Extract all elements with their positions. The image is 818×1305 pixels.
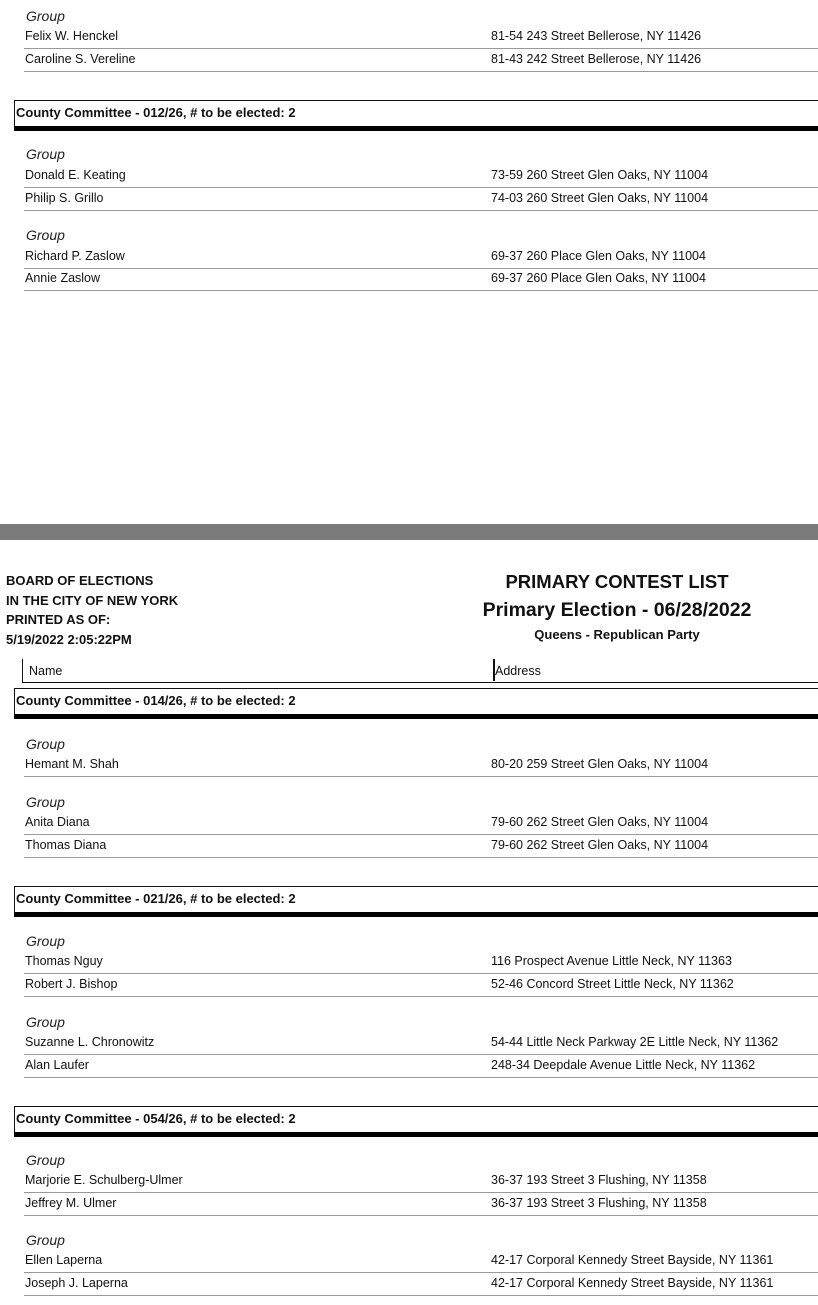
printed-label: PRINTED AS OF:	[6, 612, 111, 627]
group-label: Group	[26, 933, 65, 949]
group-label: Group	[26, 1152, 65, 1168]
candidate-address: 54-44 Little Neck Parkway 2E Little Neck, NY 11362	[491, 1035, 779, 1049]
document-page-previous	[0, 0, 818, 524]
group-label: Group	[26, 794, 65, 810]
committee-rule	[14, 126, 818, 131]
candidate-name: Robert J. Bishop	[25, 977, 118, 991]
group-label: Group	[26, 736, 65, 752]
printed-timestamp: 5/19/2022 2:05:22PM	[6, 631, 132, 647]
candidate-address: 81-54 243 Street Bellerose, NY 11426	[491, 29, 702, 43]
table-row	[24, 1273, 818, 1296]
group-label: Group	[26, 1014, 65, 1030]
committee-rule	[14, 912, 818, 917]
candidate-address: 81-43 242 Street Bellerose, NY 11426	[491, 52, 702, 66]
candidate-name: Suzanne L. Chronowitz	[25, 1035, 155, 1049]
candidate-name: Richard P. Zaslow	[25, 249, 125, 263]
candidate-name: Jeffrey M. Ulmer	[25, 1196, 117, 1210]
candidate-name: Thomas Diana	[25, 838, 107, 852]
column-header	[22, 659, 818, 683]
page-separator	[0, 524, 818, 540]
committee-rule	[14, 1132, 818, 1137]
committee-header	[14, 1106, 818, 1136]
table-row	[24, 835, 818, 858]
group-label: Group	[26, 146, 65, 162]
candidate-address: 79-60 262 Street Glen Oaks, NY 11004	[491, 838, 709, 852]
group-label: Group	[26, 8, 65, 24]
candidate-name: Marjorie E. Schulberg-Ulmer	[25, 1173, 183, 1187]
table-row	[24, 1032, 818, 1055]
table-row	[24, 49, 818, 72]
table-row	[24, 974, 818, 997]
committee-title: County Committee - 021/26, # to be elected: 2	[16, 891, 296, 906]
candidate-name: Hemant M. Shah	[25, 757, 119, 771]
org-line-1: BOARD OF ELECTIONS	[6, 573, 154, 588]
table-row	[24, 1055, 818, 1078]
table-row	[24, 951, 818, 974]
candidate-address: 79-60 262 Street Glen Oaks, NY 11004	[491, 815, 709, 829]
table-row	[24, 1193, 818, 1216]
candidate-address: 52-46 Concord Street Little Neck, NY 11362	[491, 977, 734, 991]
table-row	[24, 165, 818, 188]
table-row	[24, 246, 818, 269]
group-label: Group	[26, 227, 65, 243]
candidate-name: Alan Laufer	[25, 1058, 89, 1072]
table-row	[24, 26, 818, 49]
candidate-name: Thomas Nguy	[25, 954, 103, 968]
candidate-address: 80-20 259 Street Glen Oaks, NY 11004	[491, 757, 709, 771]
table-row	[24, 268, 818, 291]
candidate-name: Felix W. Henckel	[25, 29, 119, 43]
report-header-left	[6, 571, 178, 649]
candidate-address: 69-37 260 Place Glen Oaks, NY 11004	[491, 249, 706, 263]
candidate-address: 73-59 260 Street Glen Oaks, NY 11004	[491, 168, 709, 182]
committee-title: County Committee - 014/26, # to be elected: 2	[16, 693, 296, 708]
committee-title: County Committee - 054/26, # to be elected: 2	[16, 1111, 296, 1126]
committee-header	[14, 886, 818, 916]
candidate-address: 248-34 Deepdale Avenue Little Neck, NY 11362	[491, 1058, 756, 1072]
committee-rule	[14, 714, 818, 719]
document-page	[0, 540, 818, 1305]
candidate-address: 69-37 260 Place Glen Oaks, NY 11004	[491, 271, 706, 285]
candidate-name: Philip S. Grillo	[25, 191, 104, 205]
candidate-name: Ellen Laperna	[25, 1253, 103, 1267]
candidate-name: Joseph J. Laperna	[25, 1276, 128, 1290]
candidate-address: 116 Prospect Avenue Little Neck, NY 11363	[491, 954, 732, 968]
table-row	[24, 754, 818, 777]
column-address-label: Address	[495, 664, 541, 678]
candidate-name: Caroline S. Vereline	[25, 52, 136, 66]
org-line-2: IN THE CITY OF NEW YORK	[6, 592, 179, 608]
party-subtitle: Queens - Republican Party	[534, 627, 700, 642]
candidate-address: 36-37 193 Street 3 Flushing, NY 11358	[491, 1196, 707, 1210]
candidate-address: 74-03 260 Street Glen Oaks, NY 11004	[491, 191, 709, 205]
candidate-name: Anita Diana	[25, 815, 90, 829]
committee-title: County Committee - 012/26, # to be elected: 2	[16, 105, 296, 120]
table-row	[24, 1170, 818, 1193]
candidate-address: 42-17 Corporal Kennedy Street Bayside, NY 11361	[491, 1276, 774, 1290]
candidate-address: 36-37 193 Street 3 Flushing, NY 11358	[491, 1173, 707, 1187]
table-row	[24, 812, 818, 835]
committee-header	[14, 688, 818, 718]
table-row	[24, 1250, 818, 1273]
group-label: Group	[26, 1232, 65, 1248]
election-title: Primary Election - 06/28/2022	[482, 599, 752, 621]
committee-header	[14, 100, 818, 130]
report-title: PRIMARY CONTEST LIST	[505, 571, 729, 592]
candidate-address: 42-17 Corporal Kennedy Street Bayside, NY 11361	[491, 1253, 774, 1267]
table-row	[24, 188, 818, 211]
candidate-name: Donald E. Keating	[25, 168, 126, 182]
column-name-label: Name	[29, 664, 63, 678]
candidate-name: Annie Zaslow	[25, 271, 101, 285]
